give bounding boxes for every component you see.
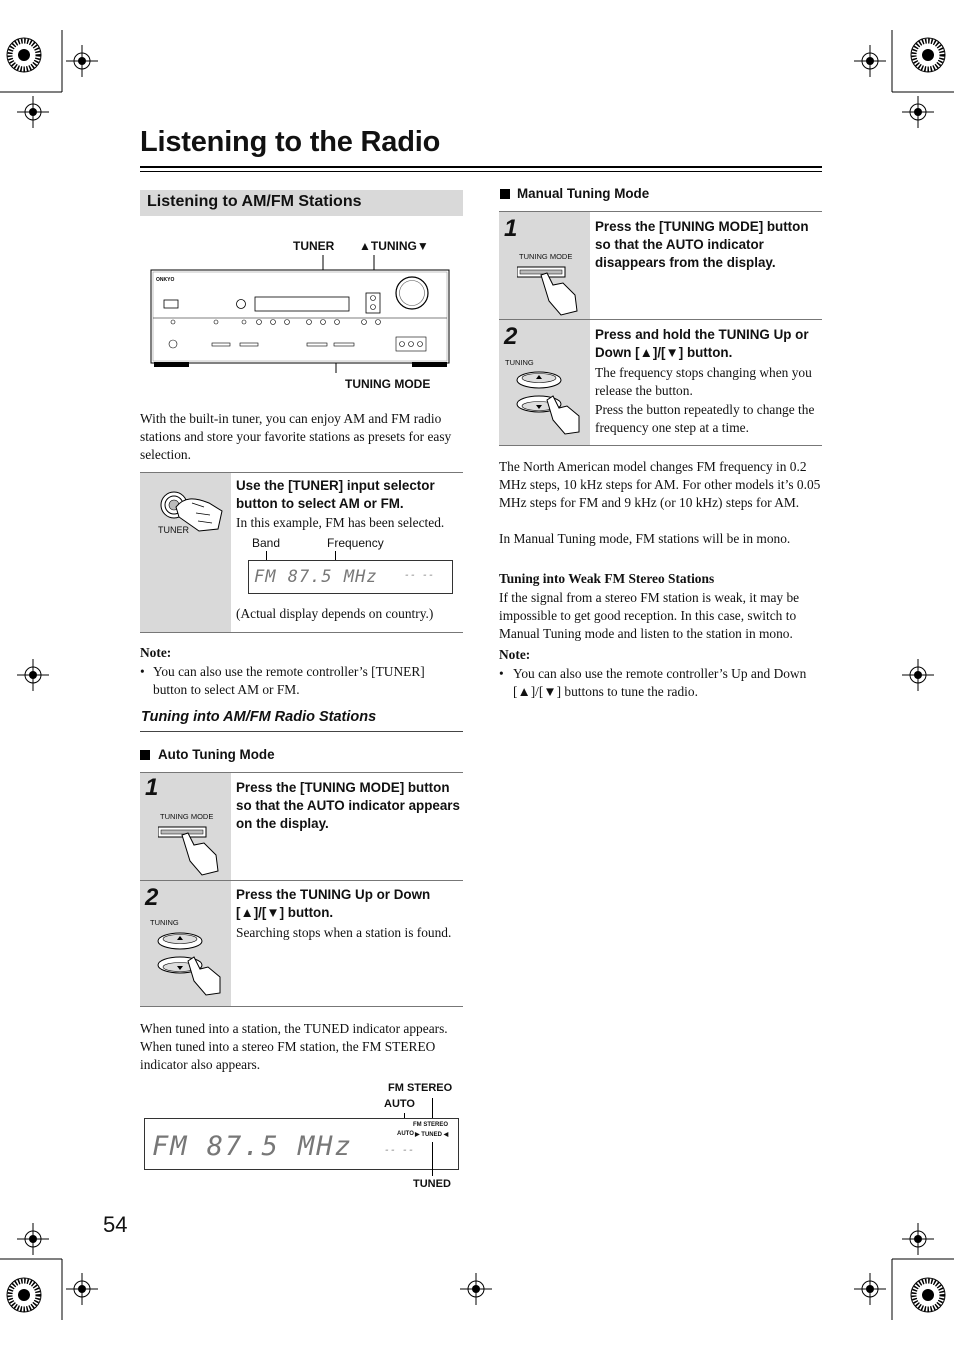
indicator-fm-stereo: FM STEREO: [413, 1122, 449, 1128]
display-2-text: FM 87.5 MHz: [152, 1131, 353, 1162]
note-bullet-right: You can also use the remote controller’s Up and Down [▲]/[▼] buttons to tune the radio.: [513, 666, 807, 699]
tuner-step-heading: Use the [TUNER] input selector button to select AM or FM.: [236, 478, 435, 511]
figure-label-tuner: TUNER: [293, 239, 335, 253]
title-rule-thin: [140, 171, 822, 172]
display-1-suffix: -- --: [404, 570, 435, 581]
manual-step-1-icon-label: TUNING MODE: [519, 252, 573, 261]
display-1-text: FM 87.5 MHz: [254, 567, 378, 587]
tuning-up-down-button-icon: [148, 927, 228, 997]
note-bullet-left: You can also use the remote controller’s [TUNER] button to select AM or FM.: [153, 664, 425, 697]
weak-stations-heading: Tuning into Weak FM Stereo Stations: [499, 571, 715, 586]
auto-step-2-bottom-rule: [140, 1006, 463, 1007]
tuning-mode-button-icon: [158, 825, 228, 877]
display-2-suffix: -- --: [384, 1145, 415, 1156]
note-heading-right: Note:: [499, 647, 531, 662]
tuner-step-text: In this example, FM has been selected.: [236, 515, 445, 530]
auto-step-2-icon-label: TUNING: [150, 918, 179, 927]
page-number: 54: [103, 1212, 128, 1237]
display-panel-1: [248, 560, 453, 594]
manual-step-2-text-1: The frequency stops changing when you release the button.: [595, 365, 812, 398]
auto-step-1-heading: Press the [TUNING MODE] button so that the AUTO indicator appears on the display.: [236, 780, 460, 831]
subheading-rule: [140, 731, 463, 732]
tuned-paragraph: When tuned into a station, the TUNED indicator appears. When tuned into a stereo FM station, the FM STEREO indicator also appears.: [140, 1021, 448, 1072]
figure-label-tuning: ▲TUNING▼: [359, 239, 429, 253]
square-bullet: [140, 750, 150, 760]
fm-stereo-callout: FM STEREO: [388, 1082, 453, 1094]
section-heading: Listening to AM/FM Stations: [147, 193, 362, 210]
tuned-leader: [432, 1142, 433, 1176]
frequency-label: Frequency: [327, 536, 384, 550]
manual-step-2-bottom-rule: [499, 445, 822, 446]
note-heading-left: Note:: [140, 645, 172, 660]
mono-paragraph: In Manual Tuning mode, FM stations will be in mono.: [499, 531, 791, 546]
tuning-mode-button-icon-manual: [517, 265, 587, 317]
auto-tuning-heading: Auto Tuning Mode: [158, 747, 275, 762]
manual-step-1-icon-panel: [499, 212, 590, 319]
frequency-steps-paragraph: The North American model changes FM frequency in 0.2 MHz steps, 10 kHz steps for AM. For other models it’s 0.05 MHz steps for FM and 9 kHz (or 10 kHz) steps for AM.: [499, 459, 821, 510]
manual-tuning-heading: Manual Tuning Mode: [517, 186, 650, 201]
receiver-front-panel-illustration: [140, 255, 460, 375]
weak-stations-text: If the signal from a stereo FM station is weak, it may be impossible to get good reception. In this case, switch to Manual Tuning mode and listen to the station in mono.: [499, 590, 800, 641]
note-bullet-dot-right: •: [499, 666, 504, 681]
auto-step-1-icon-label: TUNING MODE: [160, 812, 214, 821]
auto-step-2-heading: Press the TUNING Up or Down [▲]/[▼] button.: [236, 887, 431, 920]
auto-step-1-number: 1: [145, 774, 159, 801]
intro-paragraph: With the built-in tuner, you can enjoy AM and FM radio stations and store your favorite stations as presets for easy selection.: [140, 411, 452, 462]
auto-step-2-text: Searching stops when a station is found.: [236, 925, 452, 940]
display-note: (Actual display depends on country.): [236, 606, 434, 621]
step-box-bottom-rule: [140, 632, 463, 633]
manual-step-2-number: 2: [504, 323, 518, 350]
svg-text:ONKYO: ONKYO: [156, 277, 175, 283]
figure-label-tuning-mode: TUNING MODE: [345, 377, 431, 391]
tuning-up-down-button-icon-manual: [507, 366, 587, 436]
tuning-subheading: Tuning into AM/FM Radio Stations: [141, 709, 377, 725]
manual-step-2-text-2: Press the button repeatedly to change the frequency one step at a time.: [595, 402, 815, 435]
manual-step-1-number: 1: [504, 215, 518, 242]
square-bullet-manual: [500, 189, 510, 199]
step-icon-panel: [140, 473, 231, 632]
indicator-tuned: ▶ TUNED ◀: [415, 1132, 449, 1138]
auto-callout: AUTO: [384, 1098, 415, 1110]
auto-step-1-icon-panel: [140, 773, 231, 880]
auto-step-2-number: 2: [145, 884, 159, 911]
note-bullet-dot-left: •: [140, 664, 145, 679]
manual-step-2-icon-label: TUNING: [505, 358, 534, 367]
auto-step-2-icon-panel: [140, 881, 231, 1006]
manual-step-1-heading: Press the [TUNING MODE] button so that the AUTO indicator disappears from the display.: [595, 219, 809, 270]
section-heading-bar: [140, 190, 463, 216]
tuned-callout: TUNED: [413, 1178, 451, 1190]
tuner-icon-label: TUNER: [158, 525, 189, 535]
indicator-auto: AUTO: [397, 1131, 414, 1137]
band-label: Band: [252, 536, 281, 550]
manual-step-2-heading: Press and hold the TUNING Up or Down [▲]/[▼] button.: [595, 327, 809, 360]
manual-step-2-icon-panel: [499, 320, 590, 445]
title-rule: [140, 166, 822, 168]
page-title: Listening to the Radio: [140, 126, 441, 158]
display-panel-2: [144, 1118, 459, 1170]
